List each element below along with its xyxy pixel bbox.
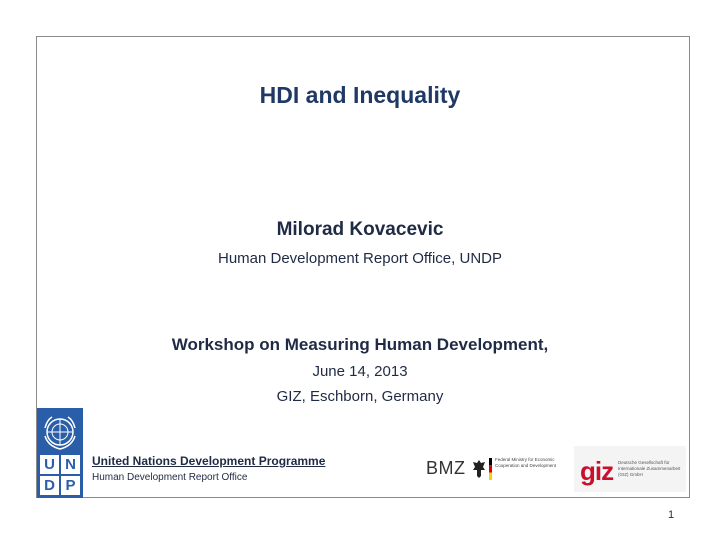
undp-logo (37, 408, 83, 498)
bmz-logo (426, 456, 557, 488)
author-affiliation: Human Development Report Office, UNDP (217, 250, 502, 267)
bmz-ministry-name: Federal Ministry for Economic Cooperation and Development (495, 457, 557, 468)
workshop-title: Workshop on Measuring Human Development, (171, 335, 549, 354)
undp-letter-u: U (40, 455, 59, 474)
undp-letter-p: P (61, 476, 80, 495)
flag-stripe-icon (489, 458, 492, 480)
slide-title: HDI and Inequality (259, 82, 461, 108)
undp-name: United Nations Development Programme (92, 454, 326, 468)
eagle-icon (472, 458, 486, 480)
bmz-label: BMZ (426, 458, 466, 478)
giz-organization-name: Deutsche Gesellschaft für Internationale Zusammenarbeit (GIZ) GmbH (618, 460, 681, 477)
un-emblem-icon (40, 412, 80, 452)
workshop-date: June 14, 2013 (312, 363, 408, 380)
author-name: Milorad Kovacevic (276, 219, 444, 240)
undp-letter-n: N (61, 455, 80, 474)
undp-office: Human Development Report Office (92, 472, 248, 483)
undp-letter-d: D (40, 476, 59, 495)
workshop-location: GIZ, Eschborn, Germany (276, 388, 444, 405)
giz-label: giz (580, 456, 614, 486)
page-number: 1 (668, 509, 675, 521)
giz-logo (574, 446, 686, 492)
